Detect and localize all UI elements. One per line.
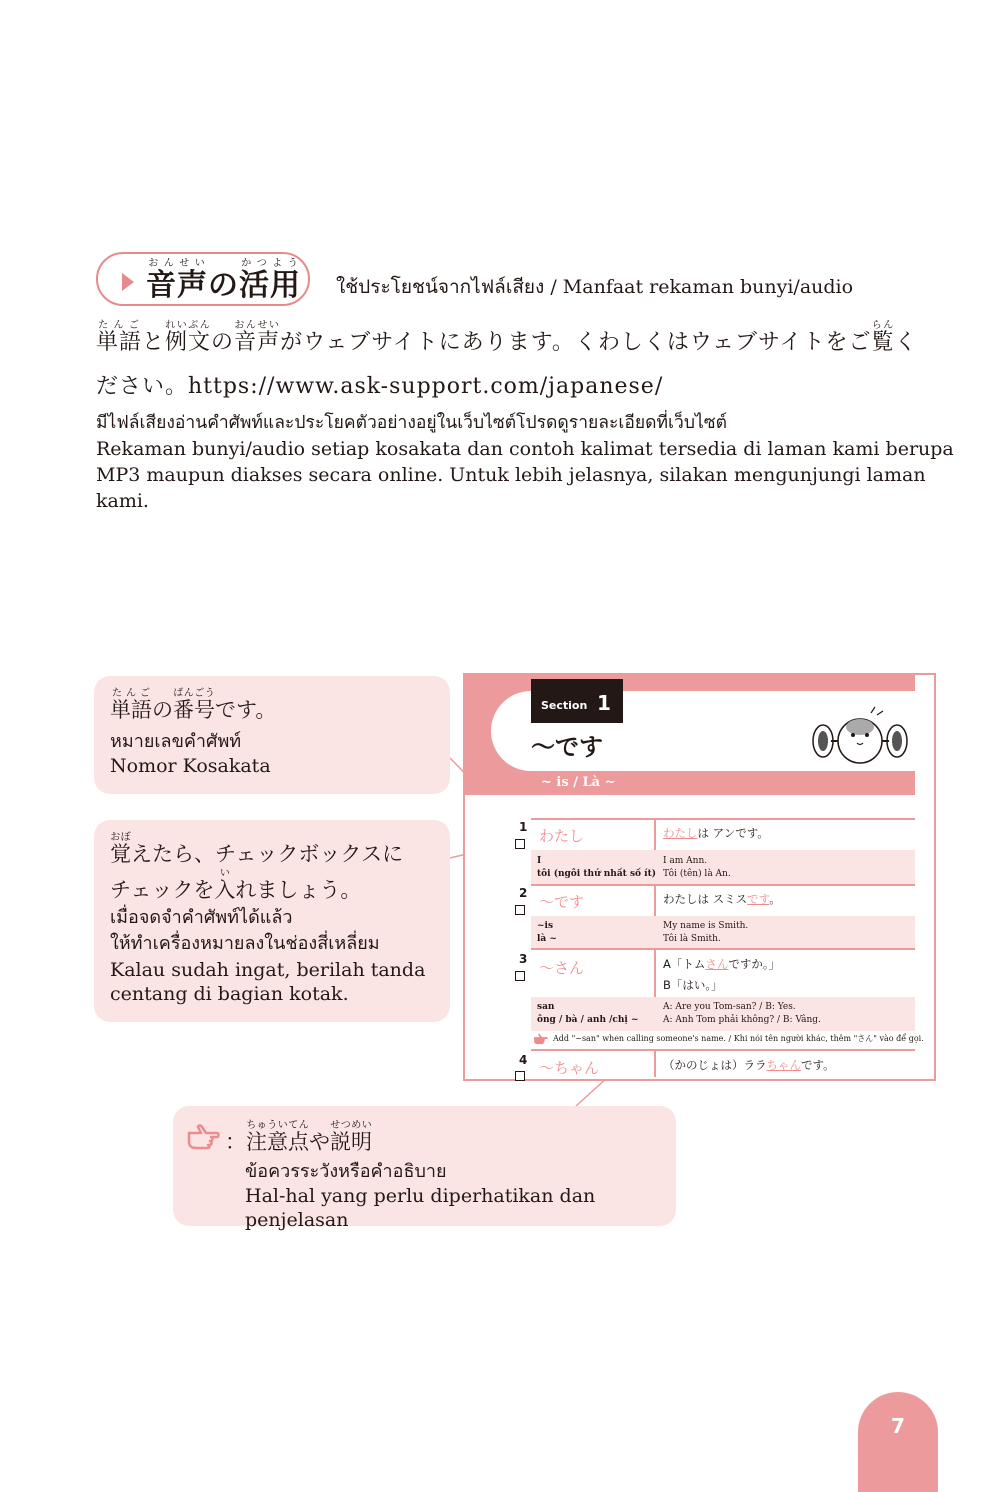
callout-note-jp: ：注意点ちゅういてんや説明せつめい [225, 1120, 372, 1154]
word-number: 2 [519, 886, 528, 900]
audio-th-paragraph: มีไฟล์เสียงอ่านคำศัพท์และประโยคตัวอย่างอยู่ในเว็บไซต์โปรดดูรายละเอียดที่เว็บไซต์ [96, 413, 727, 433]
word-translation: san ông / bà / anh /chị ~ [537, 1002, 639, 1025]
section-title: ～です [531, 733, 603, 761]
example-sentence: A「トムさんですか。」 [663, 957, 781, 971]
audio-title: 音声おんせいの活用かつよう [146, 258, 301, 303]
vocab-word: ～さん [539, 959, 585, 977]
example-sentence: わたしは アンです。 [663, 826, 769, 840]
word-number: 4 [519, 1053, 528, 1067]
example-translation: A: Are you Tom-san? / B: Yes. A: Anh Tom phải không? / B: Vâng. [663, 1002, 821, 1025]
column-divider [654, 1049, 656, 1077]
usage-note: Add "~san" when calling someone's name. / Khi nói tên người khác, thêm "さん" vào để gọi. [553, 1034, 924, 1043]
callout-checkbox-th1: เมื่อจดจำคำศัพท์ได้แล้ว [110, 907, 293, 928]
audio-jp-line2: ださい。https://www.ask-support.com/japanese/ [96, 374, 664, 399]
callout-number-jp: 単語たんごの番号ばんごうです。 [110, 688, 277, 722]
word-checkbox[interactable] [515, 971, 525, 981]
word-translation: ~is là ~ [537, 921, 557, 944]
vocab-word: ～です [539, 893, 585, 911]
column-divider [654, 884, 656, 916]
section-badge: Section 1 [531, 679, 623, 723]
example-translation: My name is Smith. Tôi là Smith. [663, 921, 749, 944]
word-checkbox[interactable] [515, 839, 525, 849]
word-number: 3 [519, 952, 528, 966]
example-sentence: わたしは スミスです。 [663, 892, 781, 906]
callout-note [173, 1106, 676, 1231]
callout-note-id: Hal-hal yang perlu diperhatikan dan penjelasan [245, 1185, 596, 1231]
example-sentence-2: B「はい。」 [663, 978, 723, 992]
section-subtitle: ~ is / Là ~ [541, 775, 616, 790]
audio-subtitle: ใช้ประโยชน์จากไฟล์เสียง / Manfaat rekaman bunyi/audio [336, 276, 854, 298]
pointing-hand-icon [533, 1033, 549, 1045]
callout-number-th: หมายเลขคำศัพท์ [110, 731, 242, 752]
callout-note-th: ข้อควรระวังหรือคำอธิบาย [245, 1161, 447, 1182]
section-preview [463, 673, 936, 1081]
page-number: 7 [891, 1414, 905, 1438]
callout-checkbox-th2: ให้ทำเครื่องหมายลงในช่องสี่เหลี่ยม [110, 933, 380, 954]
callout-number-id: Nomor Kosakata [110, 755, 271, 777]
row-divider [531, 884, 915, 886]
callout-checkbox-jp2: チェックを入いれましょう。 [110, 868, 362, 902]
example-translation: I am Ann. Tôi (tên) là An. [663, 856, 731, 879]
column-divider [654, 948, 656, 997]
callout-word-number [94, 676, 450, 794]
audio-id-paragraph: Rekaman bunyi/audio setiap kosakata dan contoh kalimat tersedia di laman kami berupa MP3 maupun diakses secara online. Untuk lebih jelasnya, silakan mengunjungi laman kami. [96, 438, 954, 512]
vocab-word: ～ちゃん [539, 1059, 600, 1077]
hamster-mascot-icon [809, 705, 911, 767]
audio-jp-paragraph: 単語たんごと例文れいぶんの音声おんせいがウェブサイトにあります。くわしくはウェブサイトをご覧らんく ださい。https://www.ask-support.com/japanese/ [96, 320, 946, 409]
row-divider [531, 1049, 915, 1051]
page-number-tab [858, 1392, 938, 1492]
callout-checkbox-id1: Kalau sudah ingat, berilah tanda [110, 959, 426, 981]
column-divider [654, 818, 656, 850]
callout-checkbox [94, 820, 450, 1022]
vocab-word: わたし [539, 827, 585, 845]
row-divider [531, 818, 915, 820]
example-sentence: （かのじょは）ララちゃんです。 [663, 1058, 835, 1072]
callout-checkbox-id2: centang di bagian kotak. [110, 983, 349, 1005]
word-checkbox[interactable] [515, 905, 525, 915]
word-number: 1 [519, 820, 528, 834]
callout-checkbox-jp1: 覚おぼえたら、チェックボックスに [110, 832, 404, 866]
word-checkbox[interactable] [515, 1071, 525, 1081]
row-divider [531, 948, 915, 950]
pointing-hand-icon [187, 1124, 221, 1150]
word-translation: I tôi (ngôi thứ nhất số ít) [537, 856, 656, 879]
